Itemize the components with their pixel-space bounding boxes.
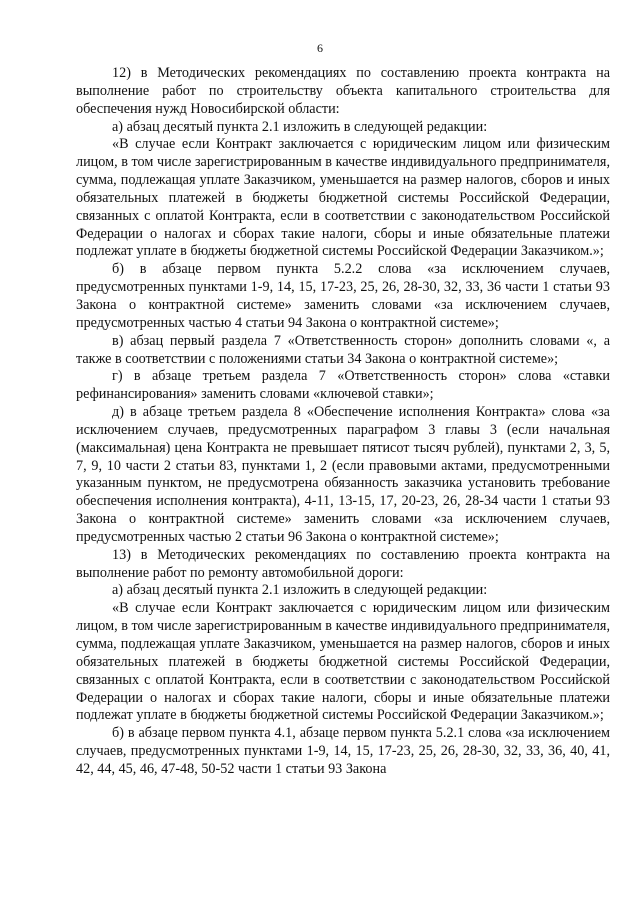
paragraph-item-13: 13) в Методических рекомендациях по составлению проекта контракта на выполнение работ по ремонту автомобильной дороги: bbox=[76, 546, 610, 581]
paragraph-subitem-b: б) в абзаце первом пункта 5.2.2 слова «за исключением случаев, предусмотренных пунктами 1-9, 14, 15, 17-23, 25, 26, 28-30, 32, 33, 36 части 1 статьи 93 Закона о контрактной системе» заменить словами «за исключением случаев, предусмотренных частью 4 статьи 94 Закона о контрактной системе»; bbox=[76, 261, 610, 331]
paragraph-item-12: 12) в Методических рекомендациях по составлению проекта контракта на выполнение работ по строительству объекта капитального строительства для обеспечения нужд Новосибирской области: bbox=[76, 65, 610, 117]
paragraph-quote: «В случае если Контракт заключается с юридическим лицом или физическим лицом, в том числе зарегистрированным в качестве индивидуального предпринимателя, сумма, подлежащая уплате Заказчиком, уменьшается на размер налогов, сборов и иных обязательных платежей в бюджеты бюджетной системы Российской Федерации, связанных с оплатой Контракта, если в соответствии с законодательством Российской Федерации о налогах и сборах такие налоги, сборы и иные обязательные платежи подлежат уплате в бюджеты бюджетной системы Российской Федерации Заказчиком.»; bbox=[76, 136, 610, 260]
page-number: 6 bbox=[317, 41, 323, 55]
paragraph-subitem-b: б) в абзаце первом пункта 4.1, абзаце первом пункта 5.2.1 слова «за исключением случаев, предусмотренных пунктами 1-9, 14, 15, 17-23, 25, 26, 28-30, 32, 33, 36, 40, 41, 42, 44, 45, 46, 47-48, 50-52 части 1 статьи 93 Закона bbox=[76, 725, 610, 777]
paragraph-subitem-d: д) в абзаце третьем раздела 8 «Обеспечение исполнения Контракта» слова «за исключением случаев, предусмотренных параграфом 3 главы 3 (если начальная (максимальная) цена Контракта не превышает пятисот тысяч рублей), пунктами 2, 3, 5, 7, 9, 10 части 2 статьи 83, пунктами 1, 2 (если правовыми актами, предусмотренными указанным пунктом, не предусмотрена обязанность заказчика установить требование обеспечения исполнения контракта), 4-11, 13-15, 17, 20-23, 26, 28-34 части 1 статьи 93 Закона о контрактной системе» заменить словами «за исключением случаев, предусмотренных частью 2 статьи 96 Закона о контрактной системе»; bbox=[76, 404, 610, 545]
paragraph-subitem-v: в) абзац первый раздела 7 «Ответственность сторон» дополнить словами «, а также в соответствии с положениями статьи 34 Закона о контрактной системе»; bbox=[76, 332, 610, 367]
paragraph-subitem-a: а) абзац десятый пункта 2.1 изложить в следующей редакции: bbox=[112, 582, 488, 599]
paragraph-subitem-g: г) в абзаце третьем раздела 7 «Ответственность сторон» слова «ставки рефинансирования» заменить словами «ключевой ставки»; bbox=[76, 368, 610, 403]
paragraph-quote: «В случае если Контракт заключается с юридическим лицом или физическим лицом, в том числе зарегистрированным в качестве индивидуального предпринимателя, сумма, подлежащая уплате Заказчиком, уменьшается на размер налогов, сборов и иных обязательных платежей в бюджеты бюджетной системы Российской Федерации, связанных с оплатой Контракта, если в соответствии с законодательством Российской Федерации о налогах и сборах такие налоги, сборы и иные обязательные платежи подлежат уплате в бюджеты бюджетной системы Российской Федерации Заказчиком.»; bbox=[76, 600, 610, 724]
document-body bbox=[76, 65, 610, 779]
paragraph-subitem-a: а) абзац десятый пункта 2.1 изложить в следующей редакции: bbox=[112, 118, 488, 135]
